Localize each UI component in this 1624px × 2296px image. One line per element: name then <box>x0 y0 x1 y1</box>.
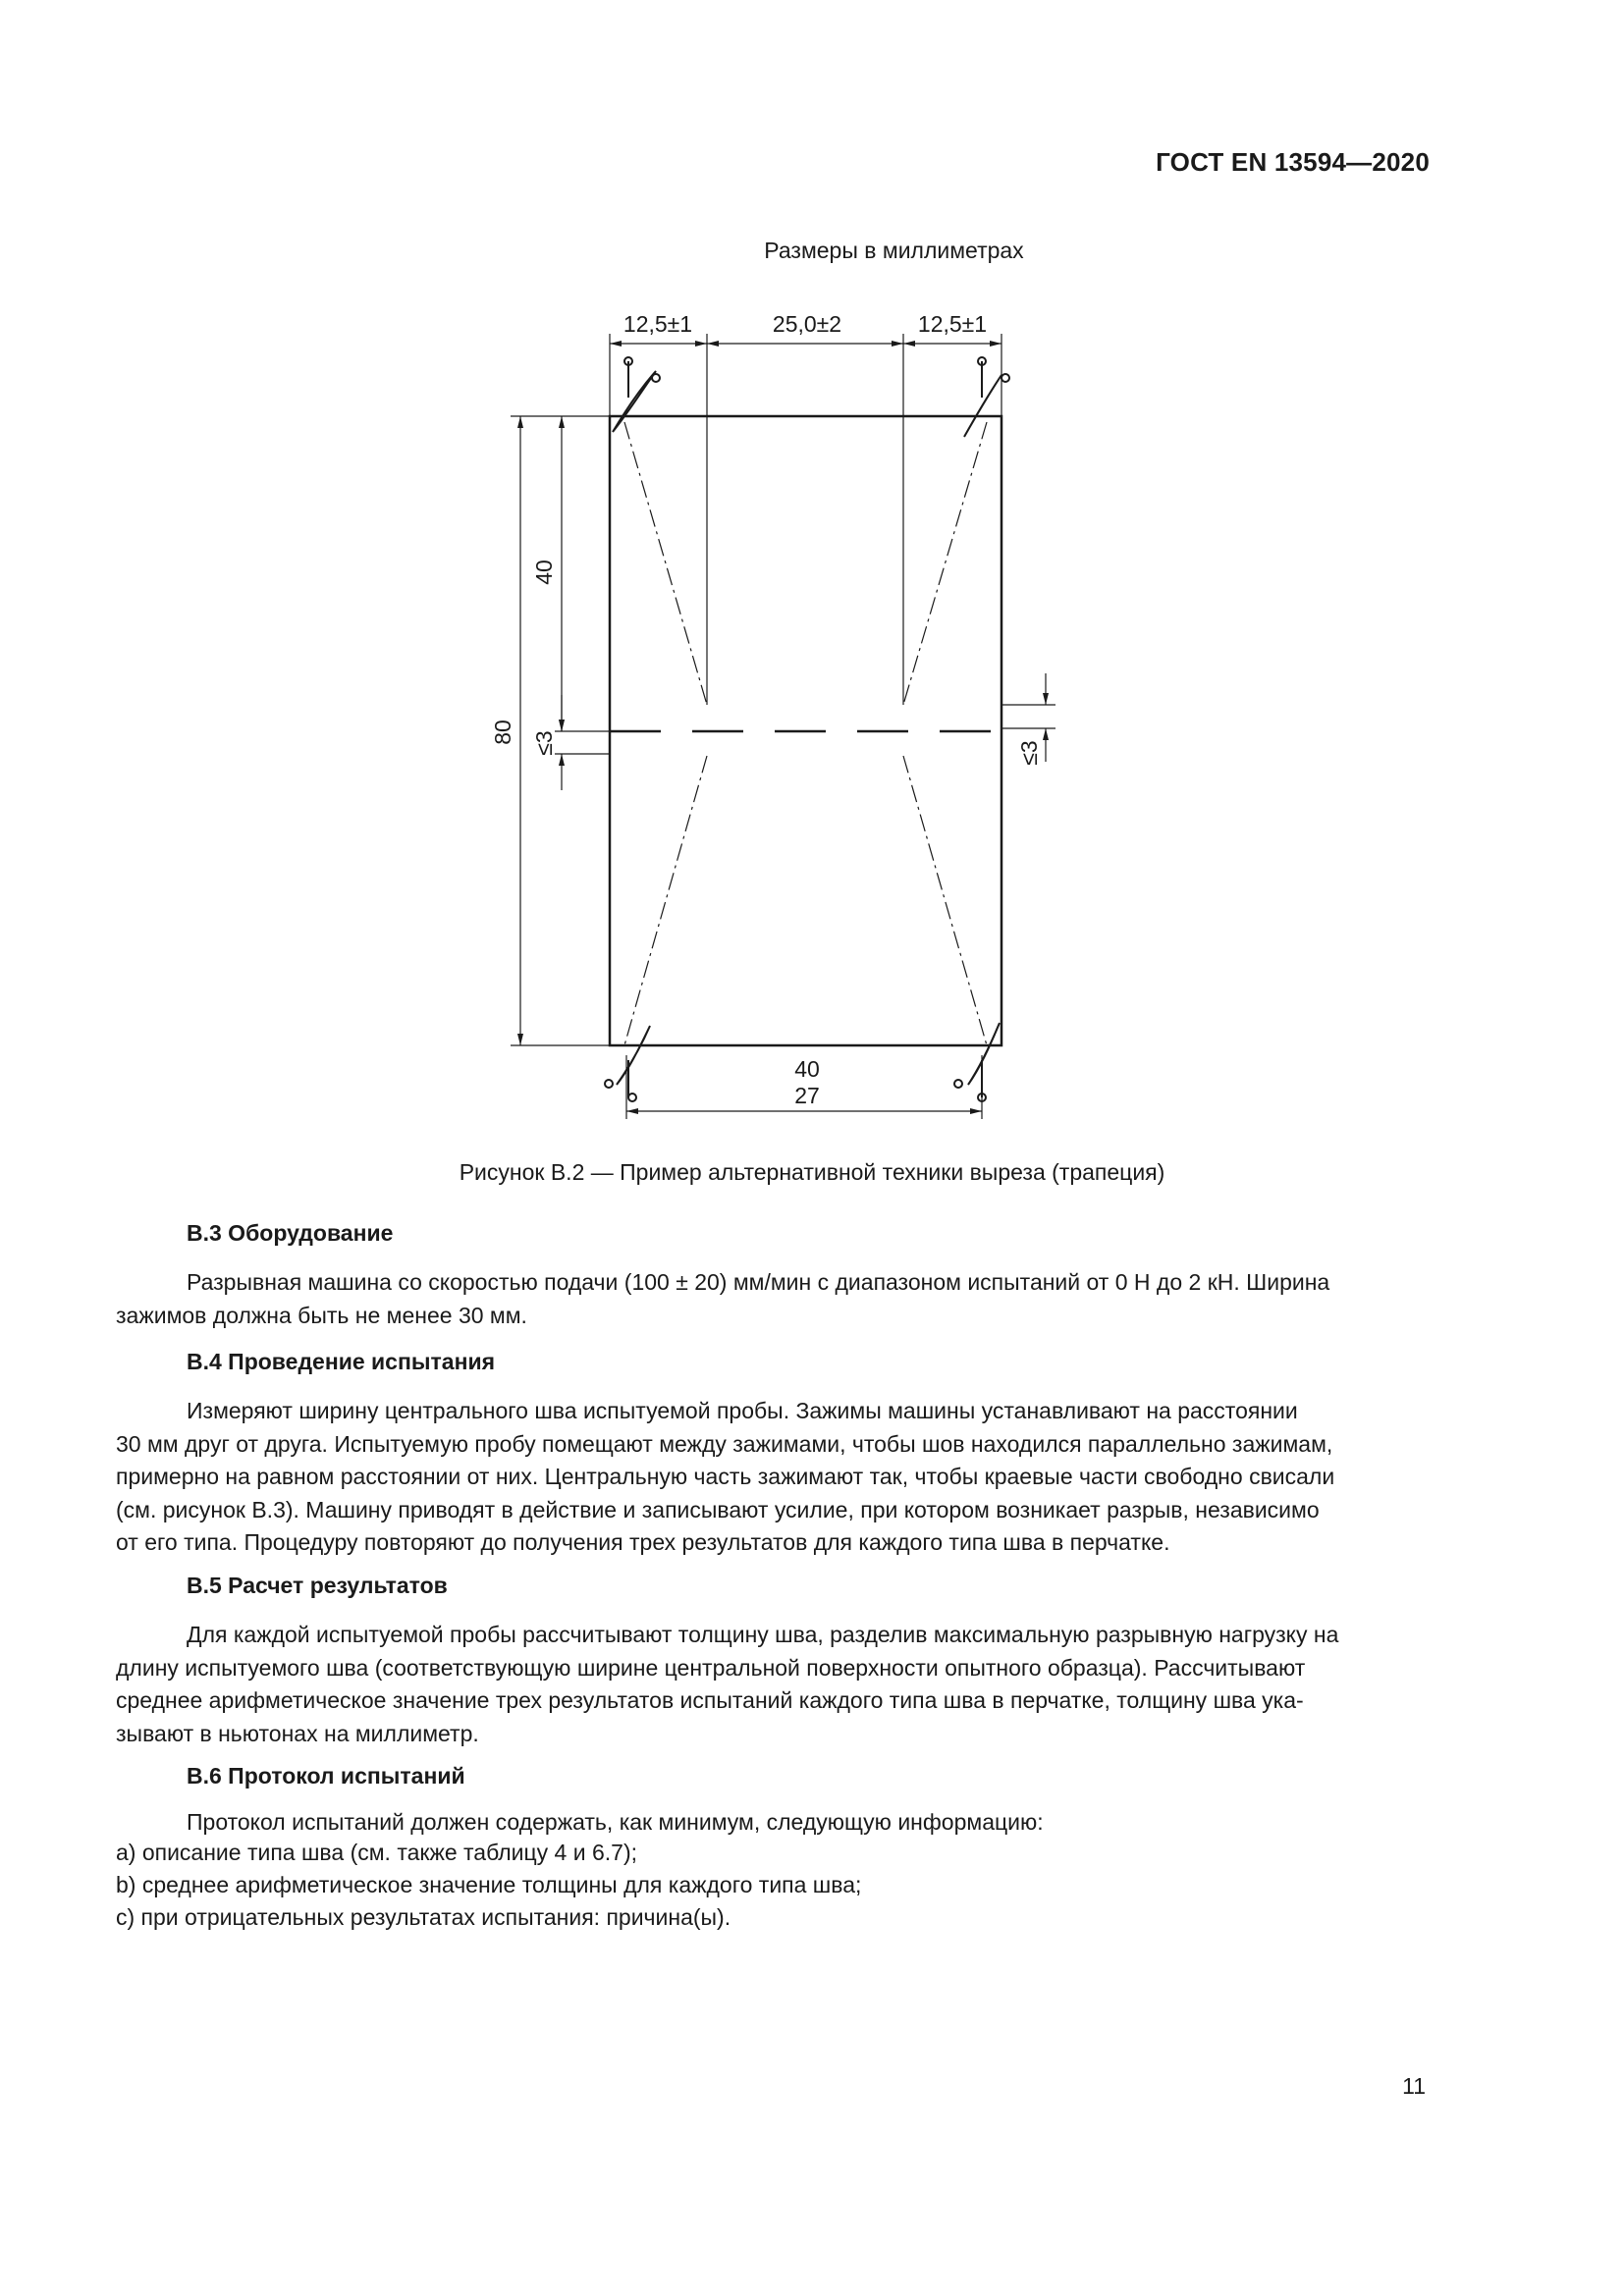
clamp-bottom-left-icon <box>605 1026 650 1101</box>
page-number: 11 <box>1402 2073 1426 2099</box>
paragraph-line: от его типа. Процедуру повторяют до получения трех результатов для каждого типа шва в перчатке. <box>116 1529 1170 1555</box>
paragraph-line: зывают в ньютонах на миллиметр. <box>116 1720 479 1746</box>
section-b3-heading: B.3 Оборудование <box>187 1220 394 1246</box>
section-b4-heading: B.4 Проведение испытания <box>187 1349 496 1374</box>
dim-height-total-label: 80 <box>490 720 515 745</box>
top-extension-lines <box>610 334 1001 705</box>
dim-top-right-label: 12,5±1 <box>917 311 988 337</box>
paragraph-line: 30 мм друг от друга. Испытуемую пробу помещают между зажимами, чтобы шов находился параллельно зажимам, <box>116 1430 1333 1457</box>
dim-height-upper-label: 40 <box>531 560 557 585</box>
section-b4-paragraph <box>116 1395 1431 1560</box>
section-b5-paragraph <box>116 1619 1431 1750</box>
paragraph-line: длину испытуемого шва (соответствующую ширине центральной поверхности опытного образца). Рассчитывают <box>116 1654 1306 1681</box>
clamp-top-left-icon <box>613 357 660 432</box>
document-id-header: ГОСТ EN 13594—2020 <box>1156 147 1430 177</box>
paragraph-line: примерно на равном расстоянии от них. Центральную часть зажимают так, чтобы краевые части свободно свисали <box>116 1464 1335 1489</box>
clamp-bottom-right-icon <box>954 1023 1000 1101</box>
left-extension-lines <box>511 416 610 1045</box>
dim-gap-left-label: ≤3 <box>531 730 557 756</box>
paragraph-line: зажимов должна быть не менее 30 мм. <box>116 1302 527 1328</box>
list-item: a) описание типа шва (см. также таблицу 4 и 6.7); <box>116 1840 637 1865</box>
units-note: Размеры в миллиметрах <box>764 238 1024 263</box>
section-b6-heading: B.6 Протокол испытаний <box>187 1763 465 1789</box>
trapezoid-cut-lines <box>624 422 987 1045</box>
section-b5-heading: B.5 Расчет результатов <box>187 1573 448 1598</box>
dim-gap-right-label: ≤3 <box>1016 740 1042 766</box>
paragraph-line: Измеряют ширину центрального шва испытуемой пробы. Зажимы машины устанавливают на расстоянии <box>187 1398 1298 1423</box>
list-item: b) среднее арифметическое значение толщины для каждого типа шва; <box>116 1872 862 1897</box>
section-b3-paragraph <box>116 1266 1431 1332</box>
paragraph-line: Разрывная машина со скоростью подачи (100 ± 20) мм/мин с диапазоном испытаний от 0 Н до 2 кН. Ширина <box>187 1269 1330 1295</box>
section-b6-intro: Протокол испытаний должен содержать, как минимум, следующую информацию: <box>187 1809 1044 1835</box>
dim-bottom-width-label: 40 <box>794 1056 820 1082</box>
paragraph-line: Для каждой испытуемой пробы рассчитывают толщину шва, разделив максимальную разрывную нагрузку на <box>187 1622 1339 1647</box>
paragraph-line: (см. рисунок В.3). Машину приводят в действие и записывают усилие, при котором возникает разрыв, независимо <box>116 1496 1320 1522</box>
dim-top-middle-label: 25,0±2 <box>772 311 842 337</box>
paragraph-line: среднее арифметическое значение трех результатов испытаний каждого типа шва в перчатке, толщину шва ука- <box>116 1687 1304 1713</box>
figure-caption: Рисунок В.2 — Пример альтернативной техники выреза (трапеция) <box>459 1159 1165 1185</box>
list-item: c) при отрицательных результатах испытания: причина(ы). <box>116 1904 731 1930</box>
dim-bottom-inner-label: 27 <box>794 1083 820 1108</box>
dim-top-left-label: 12,5±1 <box>623 311 693 337</box>
